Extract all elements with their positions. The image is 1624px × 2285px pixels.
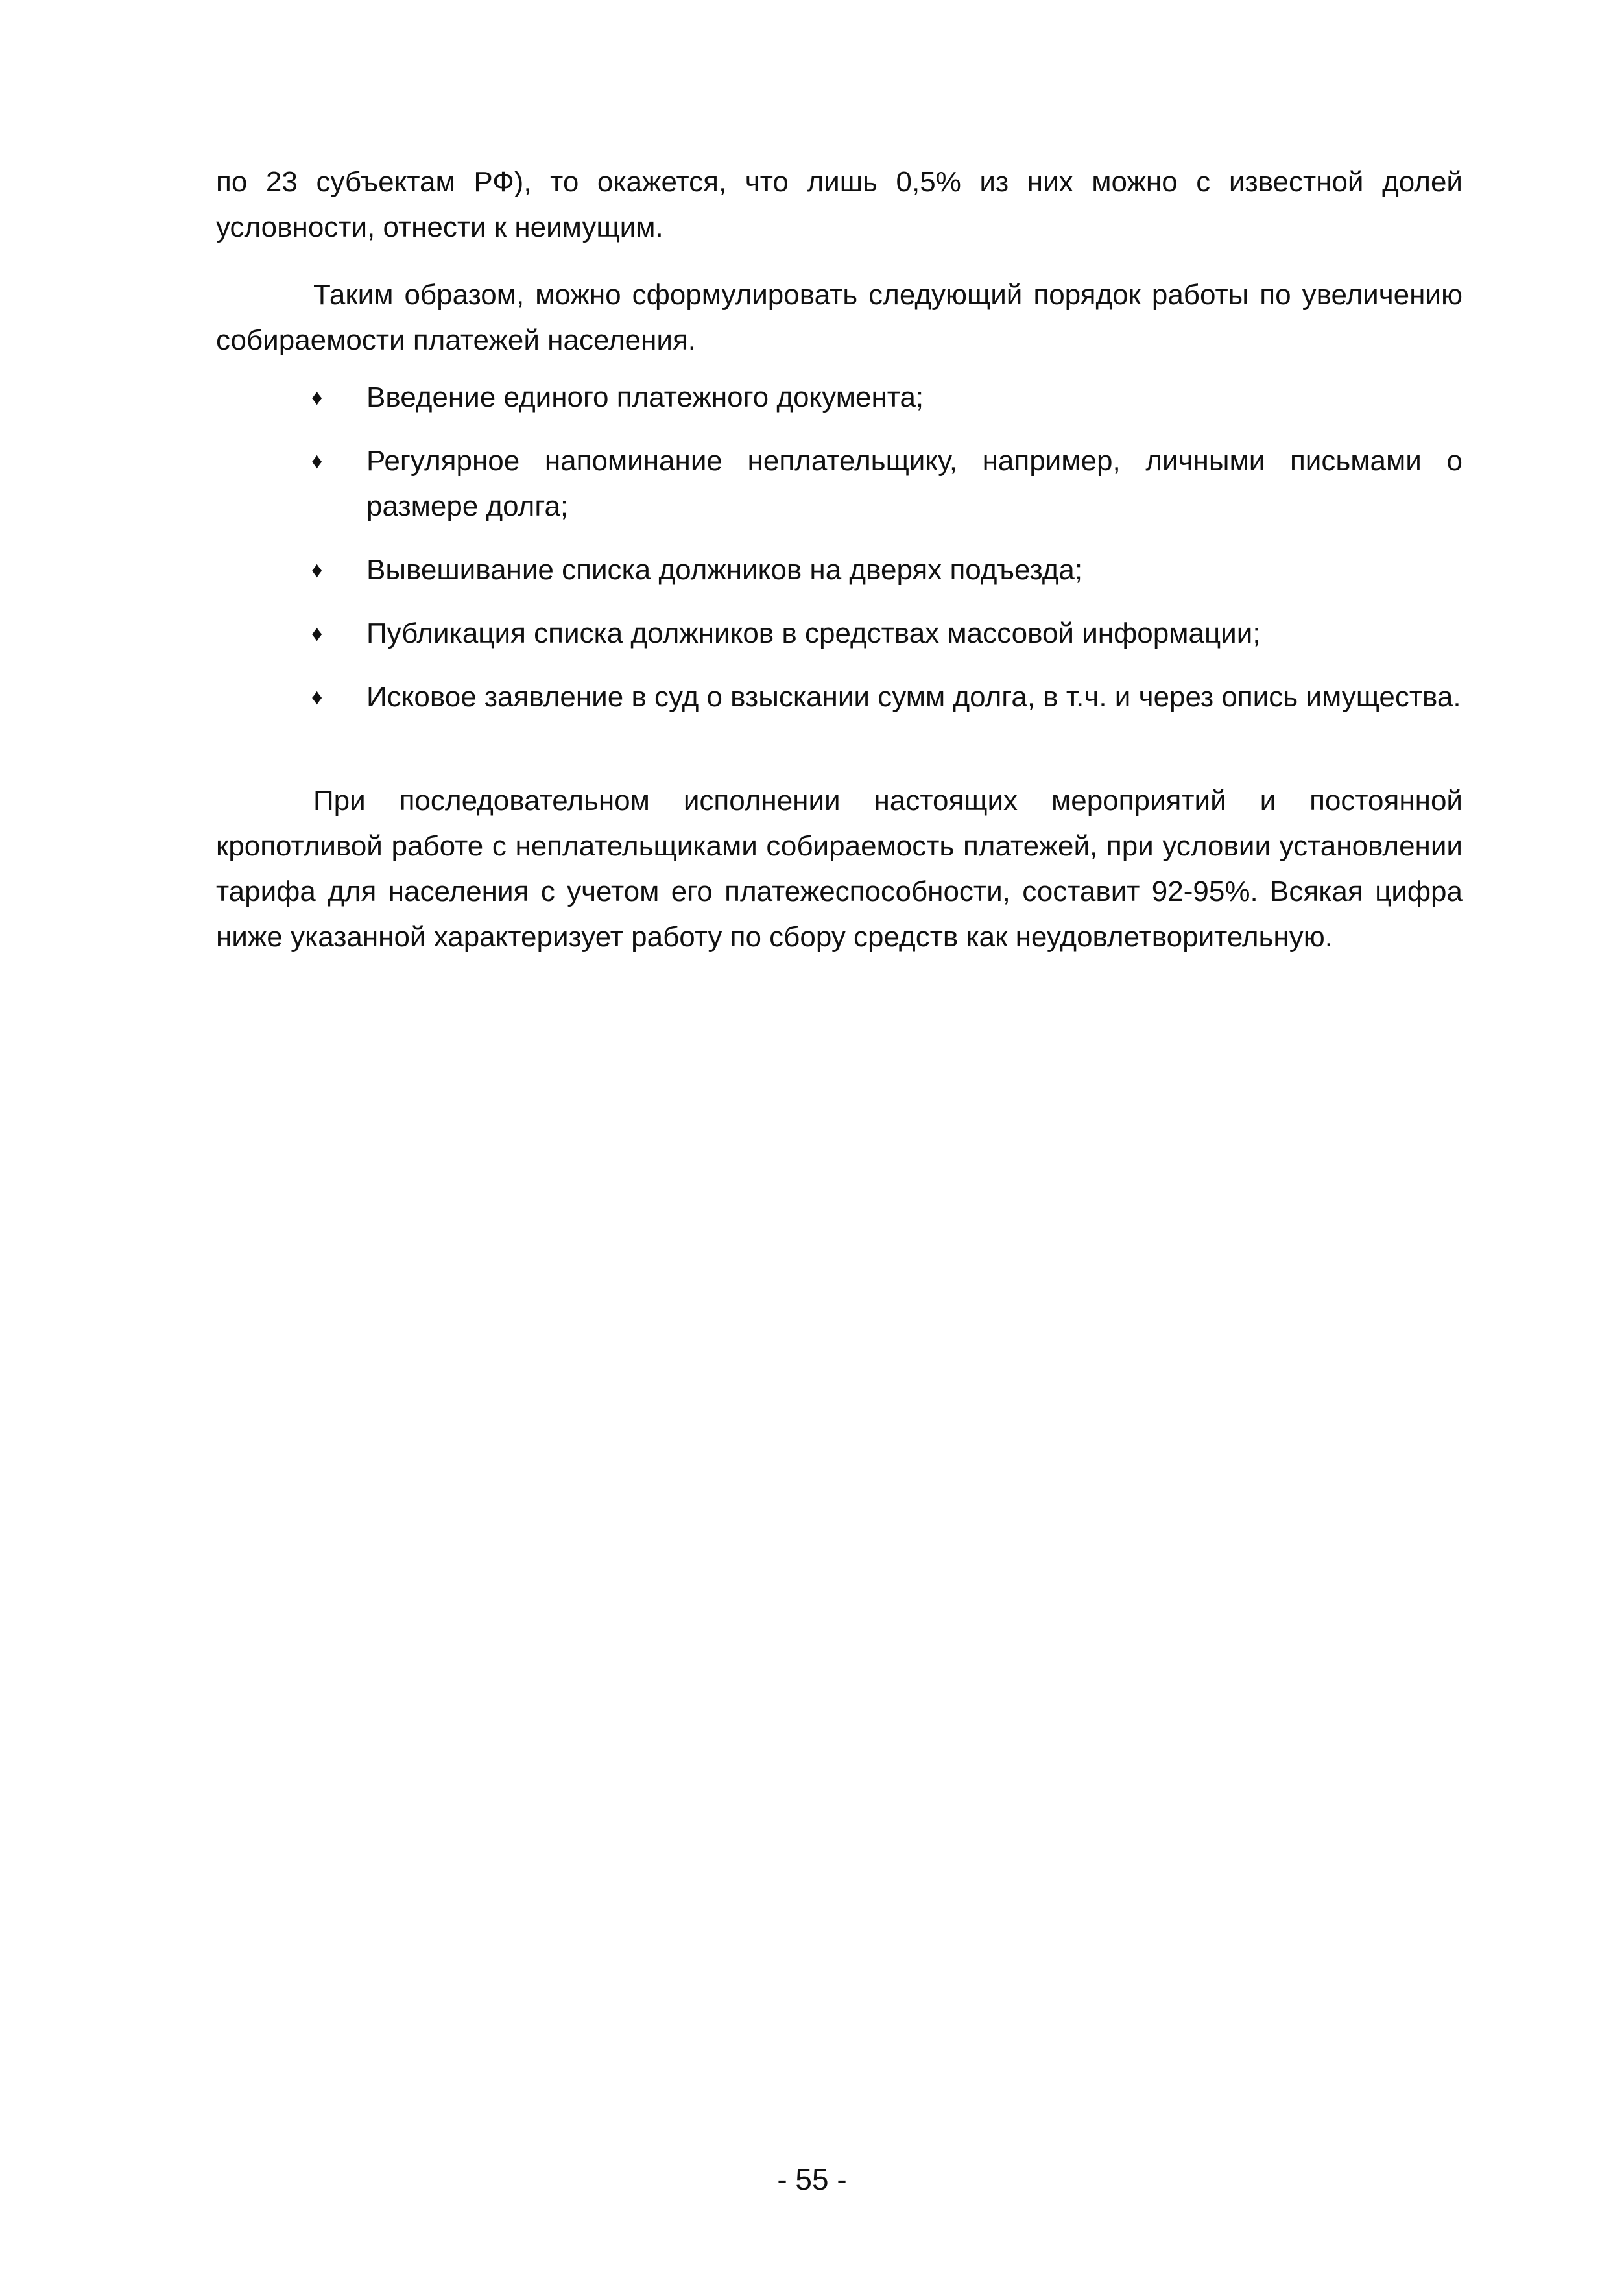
paragraph-summary: Таким образом, можно сформулировать следующий порядок работы по увеличению собираемости платежей населения.	[216, 279, 1463, 356]
list-item	[311, 547, 1463, 593]
diamond-bullet-icon: ♦	[311, 449, 323, 473]
diamond-bullet-icon: ♦	[311, 558, 323, 582]
list-item-text: Регулярное напоминание неплательщику, например, личными письмами о размере долга;	[366, 445, 1463, 522]
paragraph-intro: по 23 субъектам РФ), то окажется, что лишь 0,5% из них можно с известной долей условности, отнести к неимущим.	[216, 166, 1463, 243]
list-item-text: Публикация списка должников в средствах массовой информации;	[366, 617, 1261, 649]
list-item-text: Исковое заявление в суд о взыскании сумм долга, в т.ч. и через опись имущества.	[366, 681, 1461, 713]
diamond-bullet-icon: ♦	[311, 621, 323, 646]
list-item	[311, 675, 1463, 720]
list-item-text: Введение единого платежного документа;	[366, 381, 924, 413]
list-item-text: Вывешивание списка должников на дверях подъезда;	[366, 554, 1083, 586]
diamond-bullet-icon: ♦	[311, 685, 323, 710]
diamond-bullet-icon: ♦	[311, 385, 323, 410]
paragraph-conclusion: При последовательном исполнении настоящих мероприятий и постоянной кропотливой работе с неплательщиками собираемость платежей, при условии установлении тарифа для населения с учетом его платежеспособности, составит 92-95%. Всякая цифра ниже указанной характеризует работу по сбору средств как неудовлетворительную.	[216, 785, 1463, 953]
list-item	[311, 375, 1463, 420]
measures-list	[311, 375, 1463, 738]
list-item	[311, 611, 1463, 656]
list-item	[311, 438, 1463, 529]
page-number: - 55 -	[777, 2162, 847, 2196]
